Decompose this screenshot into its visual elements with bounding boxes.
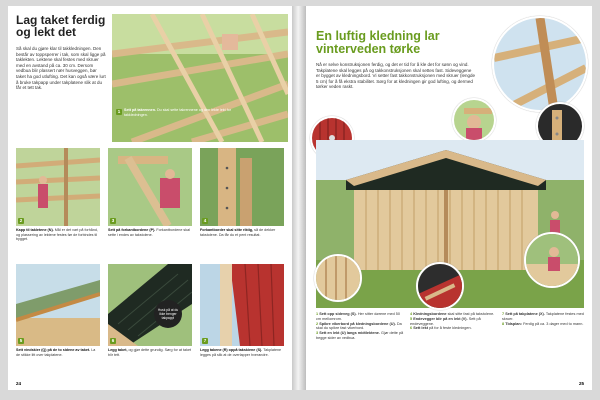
right-step-6	[410, 326, 496, 331]
worker-circle	[452, 98, 496, 142]
right-step-7-bold: Sett på takplatene (X).	[505, 312, 545, 316]
right-step-5-bold: Endevegger blir på en lekt (V).	[413, 316, 468, 321]
hero-caption	[124, 108, 236, 128]
lath-photo	[16, 148, 100, 226]
step-4-number: 4	[203, 218, 207, 223]
right-step-3	[316, 331, 404, 341]
step-3-text: Forkantbordene skal sette i endes av takstolene.	[108, 228, 190, 237]
step-6-caption	[108, 348, 192, 374]
roof-edge-circle	[416, 262, 464, 310]
fascia-photo	[108, 148, 192, 226]
rafter-detail-circle	[492, 16, 588, 112]
step-4-bold: Forkantborder skal sitte riktig,	[200, 228, 254, 232]
right-step-8	[502, 322, 586, 327]
fascia-detail-photo	[200, 148, 284, 226]
step-6-text: og gjør dette grundig. Sørg for at taket blir tett.	[108, 348, 192, 357]
right-page-title	[316, 30, 440, 55]
right-step-2-num: 2	[316, 321, 319, 326]
right-page	[306, 6, 592, 390]
right-step-8-text: Ferdig på ca. 3 dager med to mann.	[523, 321, 584, 326]
step-4-caption	[200, 228, 284, 260]
step-7-bold: Legg takene (R) oppå takskiene (S).	[200, 348, 263, 352]
right-page-number: 25	[578, 381, 584, 386]
right-step-3-bold: Sett en lekt (U) langs midtlektene.	[319, 331, 380, 336]
cladding-circle	[314, 254, 362, 302]
tip-bubble: Husk på at du ikke trenger takpapp!	[154, 300, 182, 328]
step-5-number: 5	[19, 338, 23, 343]
page-gutter	[292, 6, 306, 390]
step-3-number: 3	[111, 218, 115, 223]
right-steps-col1	[316, 312, 404, 374]
step-2-bold: Kapp til takletene (N).	[16, 228, 54, 232]
right-step-2	[316, 322, 404, 332]
worker-circle-2	[524, 232, 580, 288]
step-5-caption	[16, 348, 100, 374]
right-step-2-bold: Spikre vikerbord på kledningsbordene (U).	[319, 321, 396, 326]
left-page-number: 24	[16, 381, 22, 386]
right-step-4-num: 4	[410, 312, 413, 316]
right-step-7-num: 7	[502, 312, 505, 316]
right-step-8-bold: Tidsplan:	[505, 321, 522, 326]
right-steps-col3	[502, 312, 586, 374]
step-6-bold: Legg taket,	[108, 348, 128, 352]
right-step-5-num: 5	[410, 316, 413, 321]
step-2-text: Mål er det vart på forhånd, og plassering av lektene festes før de forbindes til bygget.	[16, 228, 98, 242]
step-2-number: 2	[19, 218, 23, 223]
left-title-line2: og lekt det	[16, 25, 77, 39]
right-folio	[579, 381, 584, 386]
right-step-4-text: skal sitte fast på takstolene.	[447, 312, 495, 316]
right-step-6-bold: Sett lekt	[413, 326, 428, 331]
step-7-text: Takplatene legges på slik at de overlapper hverandre.	[200, 348, 282, 357]
right-step-6-text: på for å feste kledningen.	[429, 326, 472, 331]
roof-cap-photo	[200, 264, 284, 346]
right-step-7	[502, 312, 586, 322]
right-step-2-text: Da skal du spikre fast vikerbord.	[316, 321, 402, 331]
right-step-1	[316, 312, 404, 322]
right-step-6-num: 6	[410, 326, 413, 331]
right-step-1-bold: Sett opp sideveg (S).	[319, 312, 357, 316]
hero-caption-bold: Sett på takrennen.	[124, 108, 156, 112]
right-step-5	[410, 317, 496, 327]
step-5-text: La de stikke litt over takplatene.	[16, 348, 96, 357]
step-7-number: 7	[203, 338, 207, 343]
right-title-line1: En luftig kledning lar	[316, 29, 440, 43]
right-step-1-text: Her sitter dørene med 50 cm mellomrom.	[316, 312, 401, 321]
left-folio	[16, 381, 21, 386]
right-steps-col2	[410, 312, 496, 374]
right-intro-text: Nå er selve konstruksjonen ferdig, og det er tid for å kle det for sønn og vind. Takplatene skal legges på og takkonstruksjonen skal settes fast. Sideveggene er bygget av kledningsbord. Vi setter fast takkonstruksjonen med skruer (lengde 5 cm) for å få ekstra stabilitet. Sørg for at kledningen gir god lufting, og dermed tørker veden raskt.	[316, 62, 476, 90]
step-3-caption	[108, 228, 192, 260]
step-7-caption	[200, 348, 284, 374]
right-step-7-text: Takplatene festes med skruer.	[502, 312, 584, 321]
right-step-5-text: Sett på endeveggene.	[410, 316, 481, 326]
barge-board-photo	[16, 264, 100, 346]
left-intro-text: Så skal du gjøre klar til takkledningen. Den består av toppsperrer i tak, som skal ligge på taklekten. Lektene skal festes med skruer med en avstand på ca. 30 cm. Dersom vedbua blir plassert nær husveggen, bør taket ha god utlufting. Det kan også være lurt å bruke takpapp under takplatene slik at du får et tett tak.	[16, 46, 106, 91]
step-2-caption	[16, 228, 100, 260]
right-step-4-bold: Kledningsbordene	[413, 312, 447, 316]
right-step-1-num: 1	[316, 312, 319, 316]
step-3-bold: Sett på forkantbordene (P).	[108, 228, 156, 232]
step-4-text: så de dekker takstolene. Da får du et pent resultat.	[200, 228, 276, 237]
left-page-title	[16, 14, 105, 38]
right-step-3-num: 3	[316, 331, 319, 336]
left-page	[8, 6, 292, 390]
right-title-line2: vinterveden tørke	[316, 41, 421, 56]
right-step-8-num: 8	[502, 321, 505, 326]
hero-caption-text: Du skal sette takrennene og den lekte lekt for takkledningen.	[124, 108, 231, 117]
step-6-number: 6	[111, 338, 115, 343]
step-5-bold: Sett vindskier (Q) på de to sidene av taket.	[16, 348, 91, 352]
right-step-3-text: Gjør dette på begge sider av vedbua.	[316, 331, 404, 340]
hero-step-number: 1	[117, 109, 121, 114]
left-title-line1: Lag taket ferdig	[16, 13, 106, 27]
